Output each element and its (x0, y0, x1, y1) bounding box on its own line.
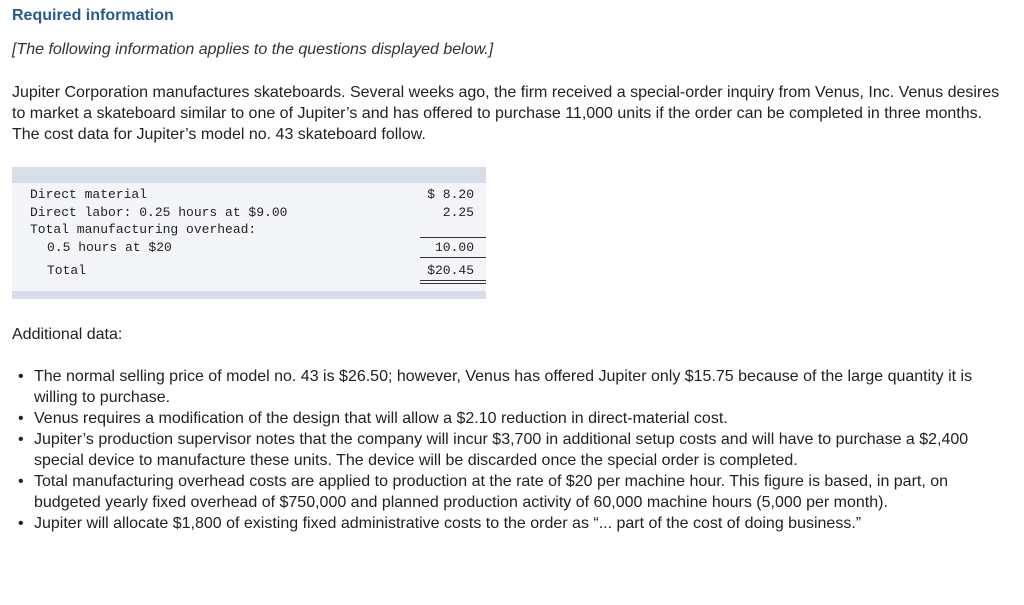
row-label: Direct material (30, 187, 148, 202)
intro-paragraph: Jupiter Corporation manufactures skateboards. Several weeks ago, the firm received a special-order inquiry from Venus, Inc. Venus desires to market a skateboard similar to one of Jupiter’s and has offered to purchase 11,000 units if the order can be completed in three months. The cost data for Jupiter’s model no. 43 skateboard follow. (12, 84, 1000, 143)
table-top-band (12, 167, 486, 183)
bullet-icon: • (18, 431, 24, 448)
bullet-icon: • (18, 368, 24, 385)
row-amount: $20.45 (427, 263, 474, 278)
row-label: Direct labor: 0.25 hours at $9.00 (30, 205, 288, 220)
bullet-icon: • (18, 515, 24, 532)
table-row (12, 205, 486, 222)
row-label: Total (47, 263, 87, 278)
cost-data-table (12, 167, 486, 299)
list-item-text: Jupiter will allocate $1,800 of existing fixed administrative costs to the order as “... part of the cost of doing business.” (34, 515, 862, 532)
row-amount: $ 8.20 (427, 187, 474, 202)
row-label: 0.5 hours at $20 (47, 240, 172, 255)
list-item (12, 366, 1012, 408)
list-item-text: The normal selling price of model no. 43 is $26.50; however, Venus has offered Jupiter only $15.75 because of the large quantity it is willing to purchase. (34, 368, 973, 406)
row-label: Total manufacturing overhead: (30, 222, 257, 237)
list-item (12, 429, 1012, 471)
table-row-total (12, 263, 486, 280)
table-row (12, 240, 486, 257)
row-amount: 10.00 (434, 240, 474, 255)
total-double-rule (420, 280, 486, 284)
table-row (12, 187, 486, 204)
required-information-heading: Required information (12, 7, 174, 24)
list-item-text: Jupiter’s production supervisor notes that the company will incur $3,700 in additional setup costs and will have to purchase a $2,400 special device to manufacture these units. The device will be discarded once the special order is completed. (34, 431, 969, 469)
applies-note: [The following information applies to the questions displayed below.] (12, 41, 494, 58)
list-item-text: Venus requires a modification of the design that will allow a $2.10 reduction in direct-material cost. (34, 410, 728, 427)
list-item-text: Total manufacturing overhead costs are applied to production at the rate of $20 per machine hour. This figure is based, in part, on budgeted yearly fixed overhead of $750,000 and planned production activity of 60,000 machine hours (5,000 per month). (34, 473, 949, 511)
row-amount: 2.25 (442, 205, 474, 220)
table-row (12, 222, 486, 239)
total-top-rule (420, 257, 486, 258)
list-item (12, 513, 1012, 534)
bullet-icon: • (18, 473, 24, 490)
list-item (12, 408, 1012, 429)
additional-data-list (12, 366, 1012, 534)
bullet-icon: • (18, 410, 24, 427)
table-bottom-band (12, 291, 486, 299)
subtotal-rule (420, 237, 486, 238)
list-item (12, 471, 1012, 513)
additional-data-heading: Additional data: (12, 326, 123, 343)
